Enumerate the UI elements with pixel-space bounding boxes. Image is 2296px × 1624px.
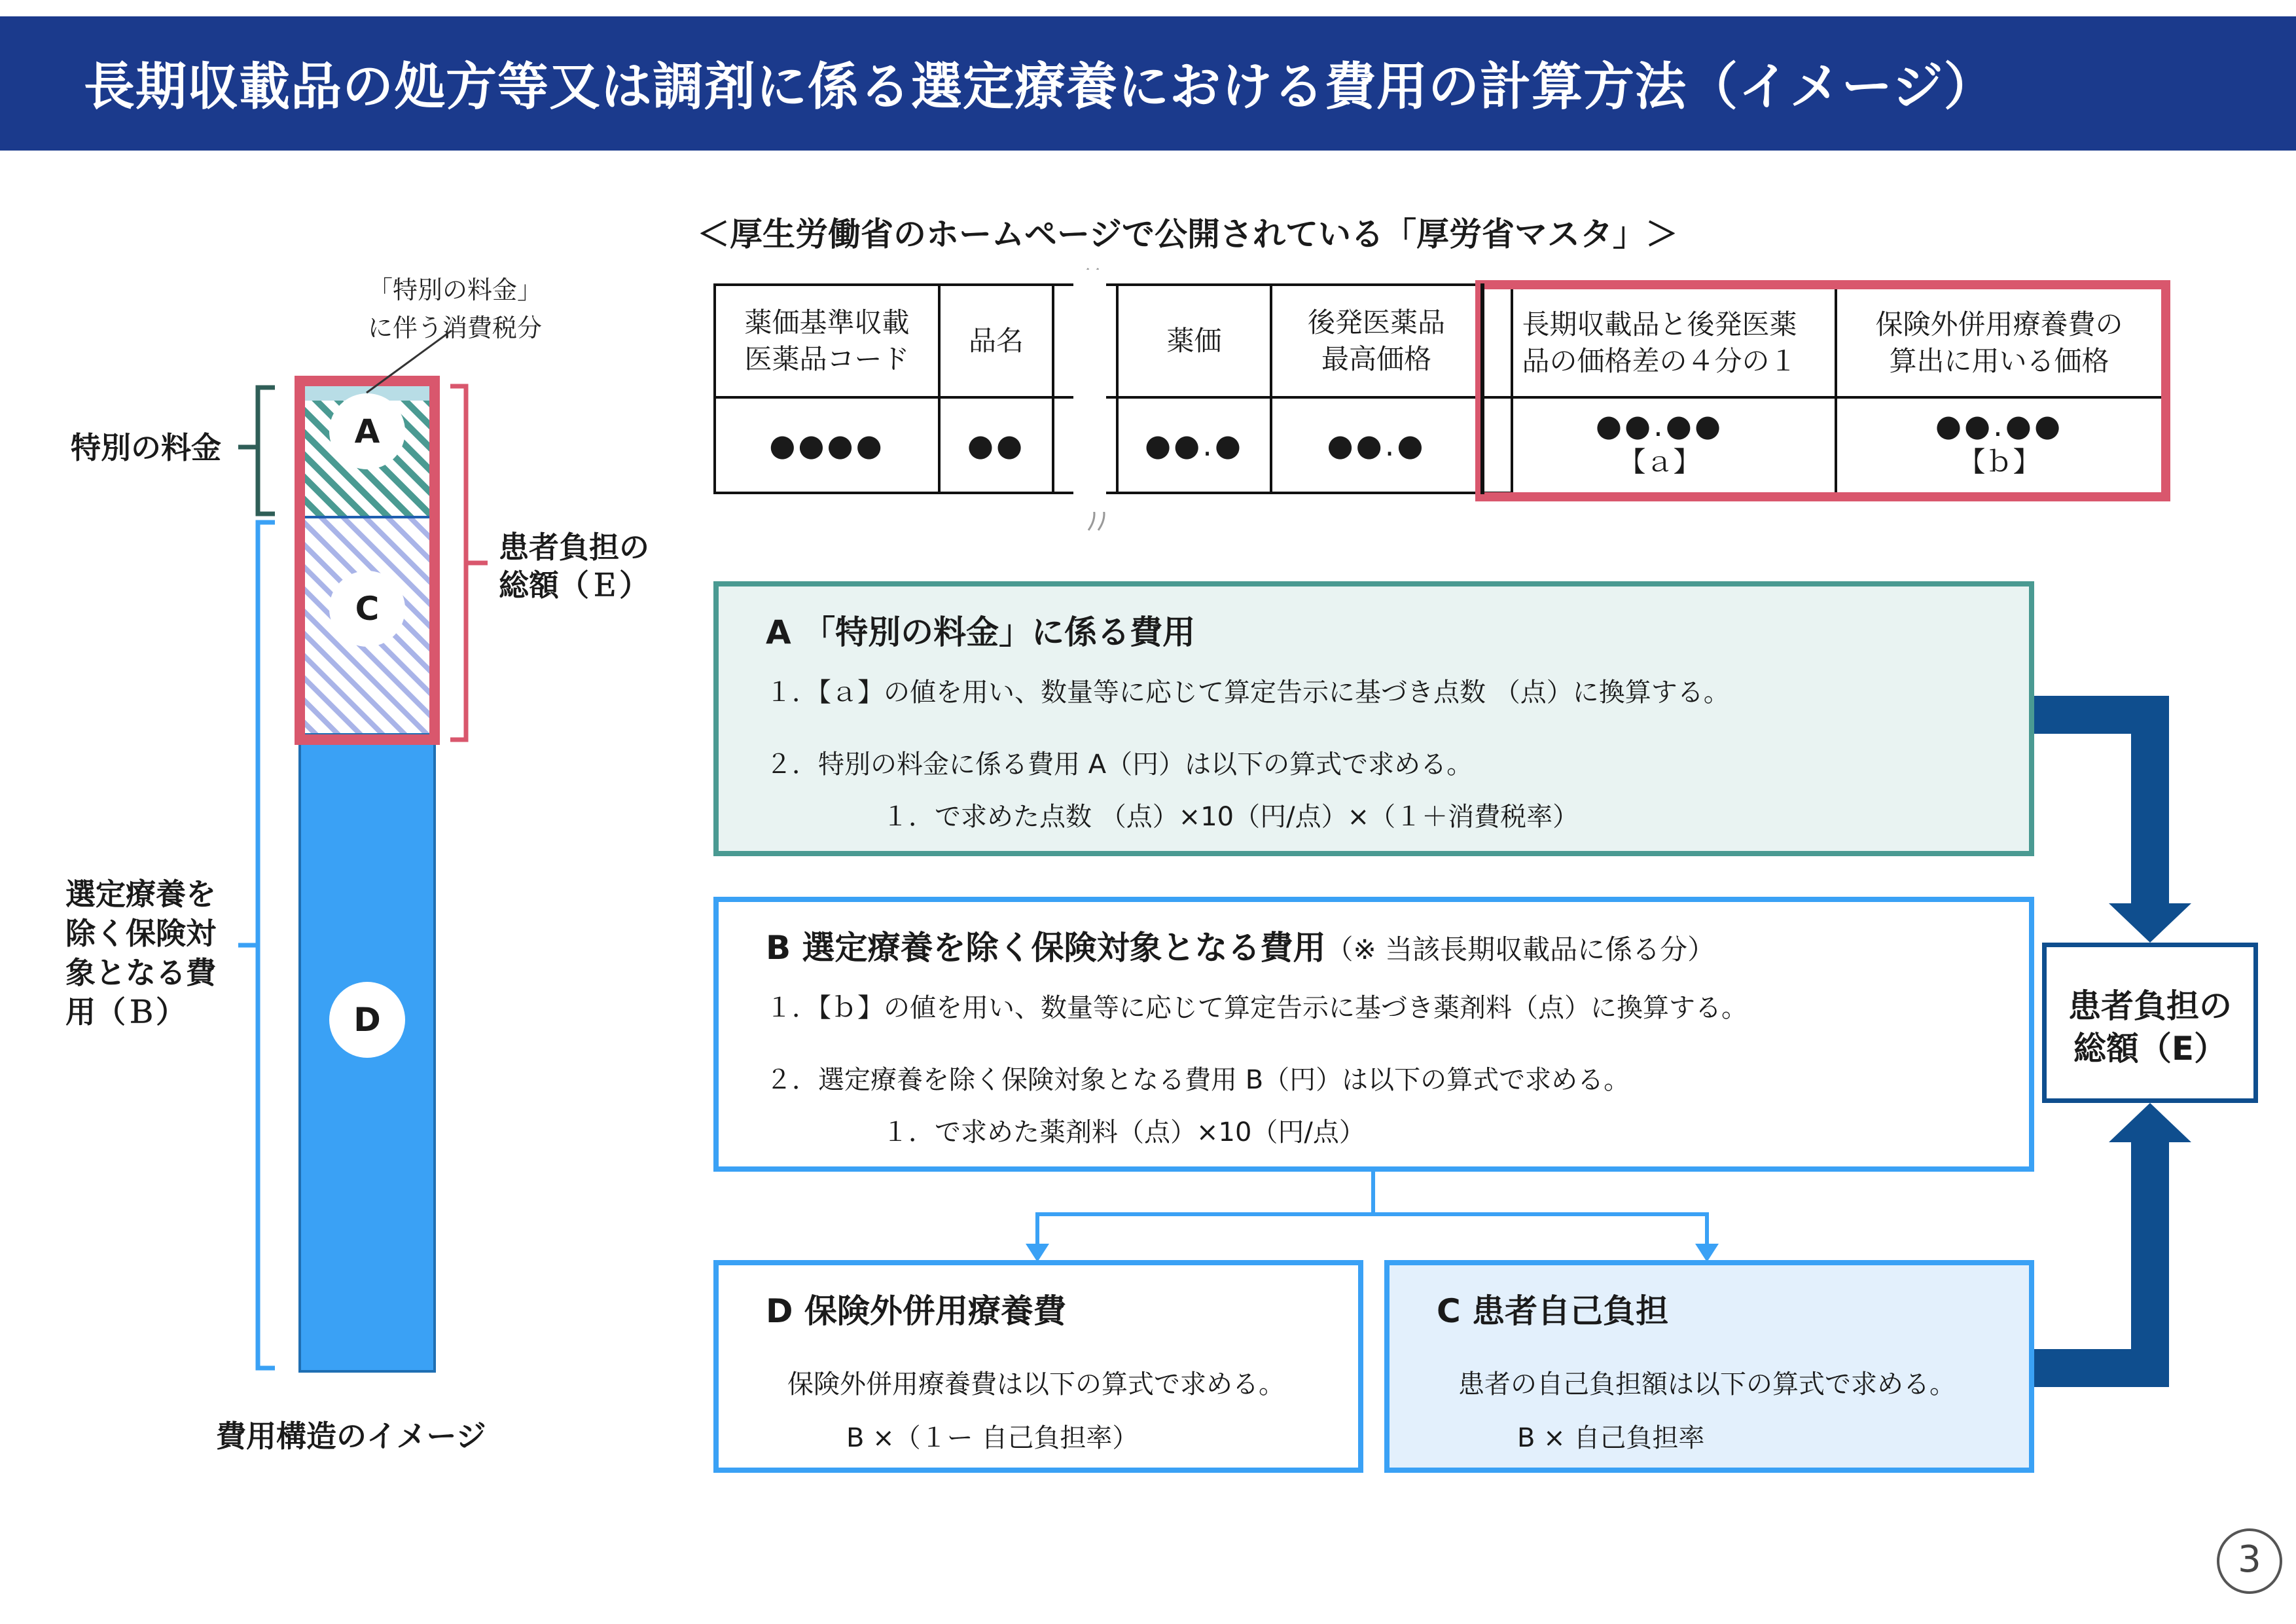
box-a-title: A 「特別の料金」に係る費用 xyxy=(766,613,1196,651)
table-cell-generic-max: ●●.● xyxy=(1327,427,1426,463)
tag-a: 【ａ】 xyxy=(1618,446,1701,478)
box-d-text: 保険外併用療養費は以下の算式で求める。 xyxy=(787,1369,1285,1399)
table-header-price-diff: 長期収載品と後発医薬 品の価格差の４分の１ xyxy=(1522,308,1797,377)
segment-c-label: C xyxy=(329,571,405,647)
table-header-price: 薬価 xyxy=(1166,325,1222,357)
table-header-generic-max: 後発医薬品 最高価格 xyxy=(1307,306,1445,375)
table-cell-code: ●●●● xyxy=(769,427,885,463)
table-cell-name: ●● xyxy=(967,427,1026,463)
page-number: 3 xyxy=(2238,1538,2261,1581)
insured-cost-label-line3: 象となる費 xyxy=(65,955,216,990)
box-d-formula: B ×（１ー 自己負担率） xyxy=(846,1423,1139,1453)
box-c-text: 患者の自己負担額は以下の算式で求める。 xyxy=(1458,1369,1956,1399)
insured-cost-label-line1: 選定療養を xyxy=(65,876,216,912)
box-c-formula: B × 自己負担率 xyxy=(1517,1423,1705,1453)
box-a-step1: １．【ａ】の値を用い、数量等に応じて算定告示に基づき点数 （点）に換算する。 xyxy=(766,677,1730,708)
result-line1: 患者負担の xyxy=(2068,987,2232,1025)
box-d xyxy=(713,1260,1363,1473)
cost-structure-caption: 費用構造のイメージ xyxy=(216,1418,486,1454)
box-b-formula: １．で求めた薬剤料（点）×10（円/点） xyxy=(882,1117,1365,1147)
box-d-title: D 保険外併用療養費 xyxy=(766,1292,1066,1330)
box-a-formula: １．で求めた点数 （点）×10（円/点）×（１＋消費税率） xyxy=(882,802,1579,832)
special-fee-label: 特別の料金 xyxy=(71,430,221,465)
box-b xyxy=(713,897,2034,1172)
master-heading: ＜厚生労働省のホームページで公開されている「厚労省マスタ」＞ xyxy=(697,215,1678,253)
table-header-code: 薬価基準収載 医薬品コード xyxy=(744,306,910,375)
patient-total-label-line2: 総額（Ｅ） xyxy=(499,568,649,603)
box-b-title: B 選定療養を除く保険対象となる費用（※ 当該長期収載品に係る分） xyxy=(766,929,1715,967)
table-header-name: 品名 xyxy=(968,325,1024,357)
box-b-step1: １．【ｂ】の値を用い、数量等に応じて算定告示に基づき薬剤料（点）に換算する。 xyxy=(766,993,1748,1023)
tax-callout-line1: 「特別の料金」 xyxy=(367,276,542,304)
table-cell-price: ●●.● xyxy=(1144,427,1244,463)
patient-total-label-line1: 患者負担の xyxy=(499,530,649,565)
segment-d-label: D xyxy=(329,982,405,1058)
tax-callout-line2: に伴う消費税分 xyxy=(367,314,542,342)
box-a-step2: ２．特別の料金に係る費用 A（円）は以下の算式で求める。 xyxy=(766,749,1473,780)
box-a xyxy=(713,581,2034,856)
table-header-calc-price: 保険外併用療養費の 算出に用いる価格 xyxy=(1875,308,2123,377)
page-title: 長期収載品の処方等又は調剤に係る選定療養における費用の計算方法（イメージ） xyxy=(84,58,1996,117)
segment-a-label: A xyxy=(329,393,405,469)
insured-cost-label-line2: 除く保険対 xyxy=(65,916,216,951)
box-c xyxy=(1384,1260,2034,1473)
box-b-step2: ２．選定療養を除く保険対象となる費用 B（円）は以下の算式で求める。 xyxy=(766,1065,1630,1095)
result-line2: 総額（E） xyxy=(2073,1030,2227,1068)
tag-b: 【ｂ】 xyxy=(1958,446,2041,478)
result-box xyxy=(2042,943,2258,1103)
table-cell-price-diff: ●●.●● xyxy=(1595,408,1724,443)
table-cell-calc-price: ●●.●● xyxy=(1935,408,2064,443)
box-c-title: C 患者自己負担 xyxy=(1437,1292,1669,1330)
insured-cost-label-line4: 用（Ｂ） xyxy=(65,994,186,1030)
